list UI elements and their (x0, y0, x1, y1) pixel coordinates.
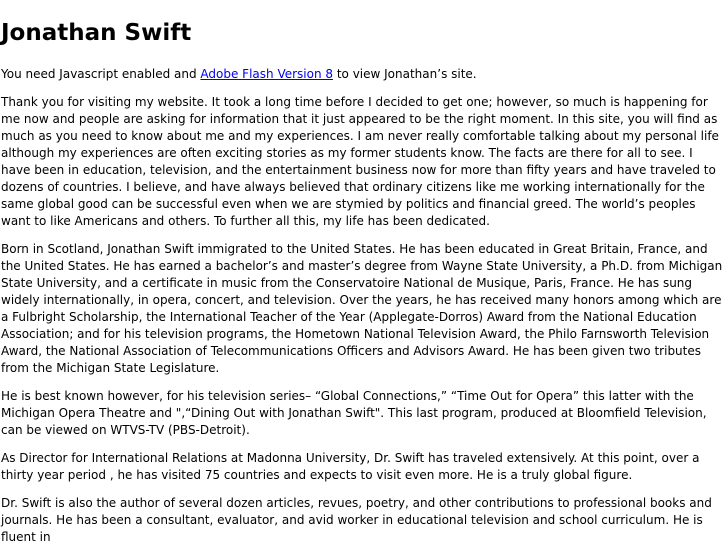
flash-notice-after: to view Jonathan’s site. (333, 67, 477, 81)
television-paragraph: He is best known however, for his television series– “Global Connections,” “Time Out for Opera” this latter with the Michigan Opera Theatre and ",“Dining Out with Jonathan Swift". This last program, produced at Bloomfield Television, can be viewed on WTVS-TV (PBS-Detroit). (1, 389, 707, 437)
intro-paragraph: Thank you for visiting my website. It took a long time before I decided to get one; however, so much is happening for me now and people are asking for information that it just appeared to be the right moment. In this site, you will find as much as you need to know about me and my experiences. I am never really comfortable talking about my personal life although my experiences are often exciting stories as my former students know. The facts are there for all to see. I have been in education, television, and the entertainment business now for more than fifty years and have traveled to dozens of countries. I believe, and have always believed that ordinary citizens like me working internationally for the same global good can be successful even when we are stymied by politics and financial greed. The world’s peoples want to like Americans and others. To further all this, my life has been dedicated. (1, 95, 719, 228)
international-paragraph: As Director for International Relations at Madonna University, Dr. Swift has traveled extensively. At this point, over a thirty year period , he has visited 75 countries and expects to visit even more. He is a truly global figure. (1, 451, 700, 482)
adobe-flash-link[interactable]: Adobe Flash Version 8 (200, 67, 334, 81)
author-paragraph: Dr. Swift is also the author of several dozen articles, revues, poetry, and other contributions to professional books and journals. He has been a consultant, evaluator, and avid worker in educational television and school curriculum. He is fluent in (1, 496, 712, 544)
biography-paragraph: Born in Scotland, Jonathan Swift immigrated to the United States. He has been educated in Great Britain, France, and the United States. He has earned a bachelor’s and master’s degree from Wayne State University, a Ph.D. from Michigan State University, and a certificate in music from the Conservatoire National de Musique, Paris, France. He has sung widely internationally, in opera, concert, and television. Over the years, he has received many honors among which are a Fulbright Scholarship, the International Teacher of the Year (Applegate-Dorros) Award from the National Education Association; and for his television programs, the Hometown National Television Award, the Philo Farnsworth Television Award, the National Association of Telecommunications Officers and Advisors Award. He has been given two tributes from the Michigan State Legislature. (1, 242, 723, 375)
page-title: Jonathan Swift (1, 20, 192, 46)
flash-notice (1, 66, 725, 83)
flash-notice-before: You need Javascript enabled and (1, 67, 201, 81)
